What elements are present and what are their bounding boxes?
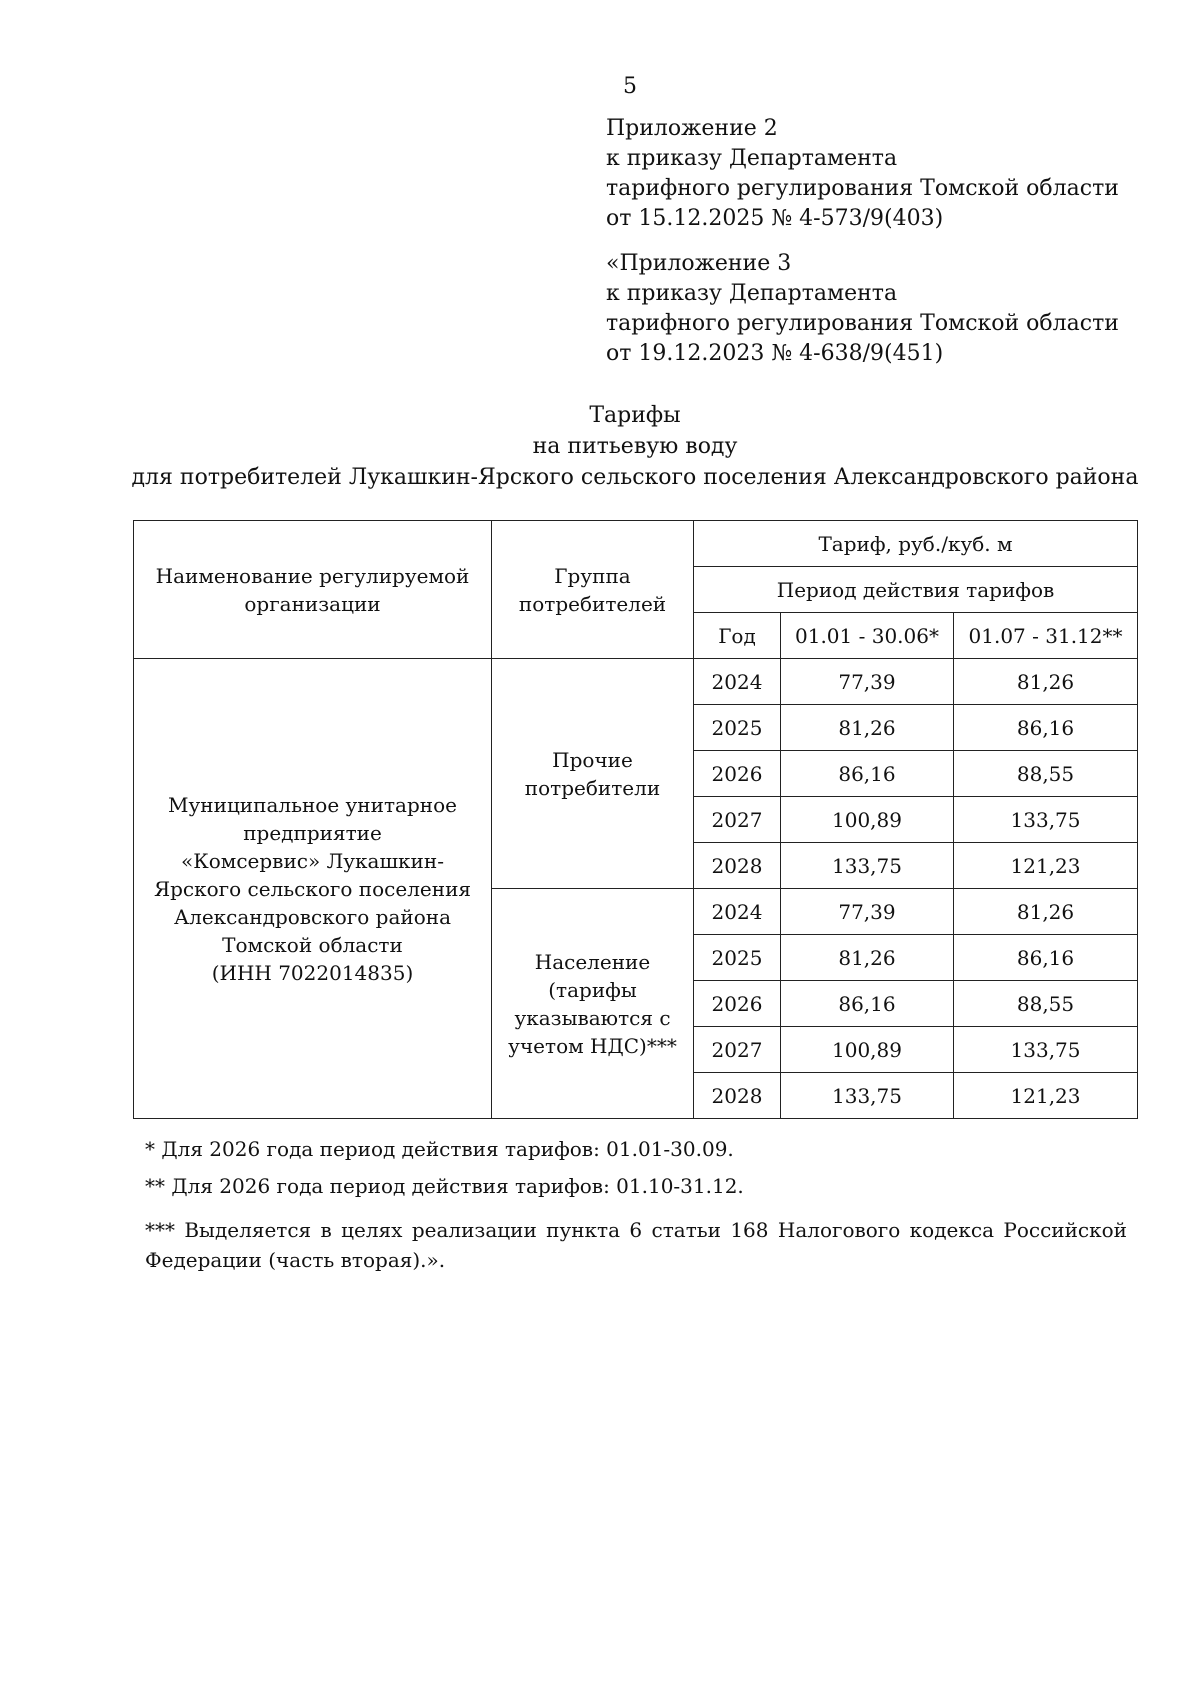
tariff-period1-cell: 100,89: [781, 1027, 954, 1073]
year-cell: 2025: [694, 705, 781, 751]
tariff-period1-cell: 81,26: [781, 935, 954, 981]
tariff-period2-cell: 88,55: [954, 981, 1138, 1027]
page-number: 5: [623, 74, 637, 99]
table-row: [134, 659, 1138, 705]
tariff-period2-cell: 81,26: [954, 659, 1138, 705]
annex-previous-line-1: «Приложение 3: [606, 251, 792, 276]
footnote-1: * Для 2026 года период действия тарифов: 01.01-30.09.: [145, 1137, 734, 1161]
header-period-1: 01.01 - 30.06*: [781, 613, 954, 659]
organization-line-1: Муниципальное унитарное: [168, 792, 457, 817]
annex-previous-line-4: от 19.12.2023 № 4-638/9(451): [606, 341, 944, 366]
year-cell: 2026: [694, 981, 781, 1027]
year-cell: 2024: [694, 659, 781, 705]
title-line-1: Тарифы: [589, 403, 681, 428]
organization-line-7: (ИНН 7022014835): [211, 960, 414, 985]
annex-current-line-3: тарифного регулирования Томской области: [606, 176, 1119, 201]
annex-previous-line-3: тарифного регулирования Томской области: [606, 311, 1119, 336]
group-population-line-4: учетом НДС)***: [508, 1033, 677, 1058]
tariff-period2-cell: 121,23: [954, 843, 1138, 889]
year-cell: 2026: [694, 751, 781, 797]
annex-current-line-1: Приложение 2: [606, 116, 778, 141]
organization-line-2: предприятие: [243, 820, 382, 845]
header-organization-text: Наименование регулируемой организации: [155, 563, 470, 616]
organization-line-4: Ярского сельского поселения: [153, 876, 472, 901]
header-tariff-unit: Тариф, руб./куб. м: [694, 521, 1138, 567]
title-line-2: на питьевую воду: [532, 434, 738, 459]
tariff-period1-cell: 81,26: [781, 705, 954, 751]
annex-current-line-4: от 15.12.2025 № 4-573/9(403): [606, 206, 944, 231]
group-population-line-2: (тарифы: [548, 977, 637, 1002]
annex-current-line-2: к приказу Департамента: [606, 146, 898, 171]
tariff-period1-cell: 86,16: [781, 751, 954, 797]
year-cell: 2027: [694, 1027, 781, 1073]
group-population-line-1: Население: [534, 949, 651, 974]
footnote-3: *** Выделяется в целях реализации пункта 6 статьи 168 Налогового кодекса Российской Федерации (часть вторая).».: [145, 1218, 1127, 1272]
organization-line-3: «Комсервис» Лукашкин-: [181, 848, 444, 873]
group-other-line-2: потребители: [524, 775, 661, 800]
title-line-3: для потребителей Лукашкин-Ярского сельского поселения Александровского района: [131, 465, 1139, 490]
tariff-period2-cell: 121,23: [954, 1073, 1138, 1119]
tariff-period2-cell: 88,55: [954, 751, 1138, 797]
tariff-period2-cell: 133,75: [954, 797, 1138, 843]
tariff-period1-cell: 133,75: [781, 843, 954, 889]
group-population-line-3: указываются с: [514, 1005, 671, 1030]
tariff-period1-cell: 77,39: [781, 659, 954, 705]
annex-previous-line-2: к приказу Департамента: [606, 281, 898, 306]
group-other-consumers: [492, 659, 694, 889]
tariff-period1-cell: 86,16: [781, 981, 954, 1027]
year-cell: 2028: [694, 1073, 781, 1119]
tariff-table: [133, 520, 1138, 1119]
organization-line-5: Александровского района: [173, 904, 452, 929]
tariff-period1-cell: 77,39: [781, 889, 954, 935]
group-other-line-1: Прочие: [552, 747, 633, 772]
document-title: [0, 400, 1200, 493]
header-row-1: [134, 521, 1138, 567]
annex-previous-block: [606, 249, 1119, 369]
organization-line-6: Томской области: [222, 932, 403, 957]
tariff-period2-cell: 133,75: [954, 1027, 1138, 1073]
organization-cell: [134, 659, 492, 1119]
header-period: Период действия тарифов: [694, 567, 1138, 613]
year-cell: 2024: [694, 889, 781, 935]
tariff-period2-cell: 86,16: [954, 935, 1138, 981]
header-consumer-group-text: Группа потребителей: [518, 563, 667, 616]
tariff-period2-cell: 86,16: [954, 705, 1138, 751]
year-cell: 2025: [694, 935, 781, 981]
tariff-period1-cell: 100,89: [781, 797, 954, 843]
tariff-period2-cell: 81,26: [954, 889, 1138, 935]
annex-current-block: [606, 114, 1119, 234]
header-consumer-group: [492, 521, 694, 659]
header-period-2: 01.07 - 31.12**: [954, 613, 1138, 659]
group-population: [492, 889, 694, 1119]
footnote-2: ** Для 2026 года период действия тарифов: 01.10-31.12.: [145, 1174, 744, 1198]
tariff-period1-cell: 133,75: [781, 1073, 954, 1119]
year-cell: 2027: [694, 797, 781, 843]
header-year: Год: [694, 613, 781, 659]
header-organization: [134, 521, 492, 659]
year-cell: 2028: [694, 843, 781, 889]
